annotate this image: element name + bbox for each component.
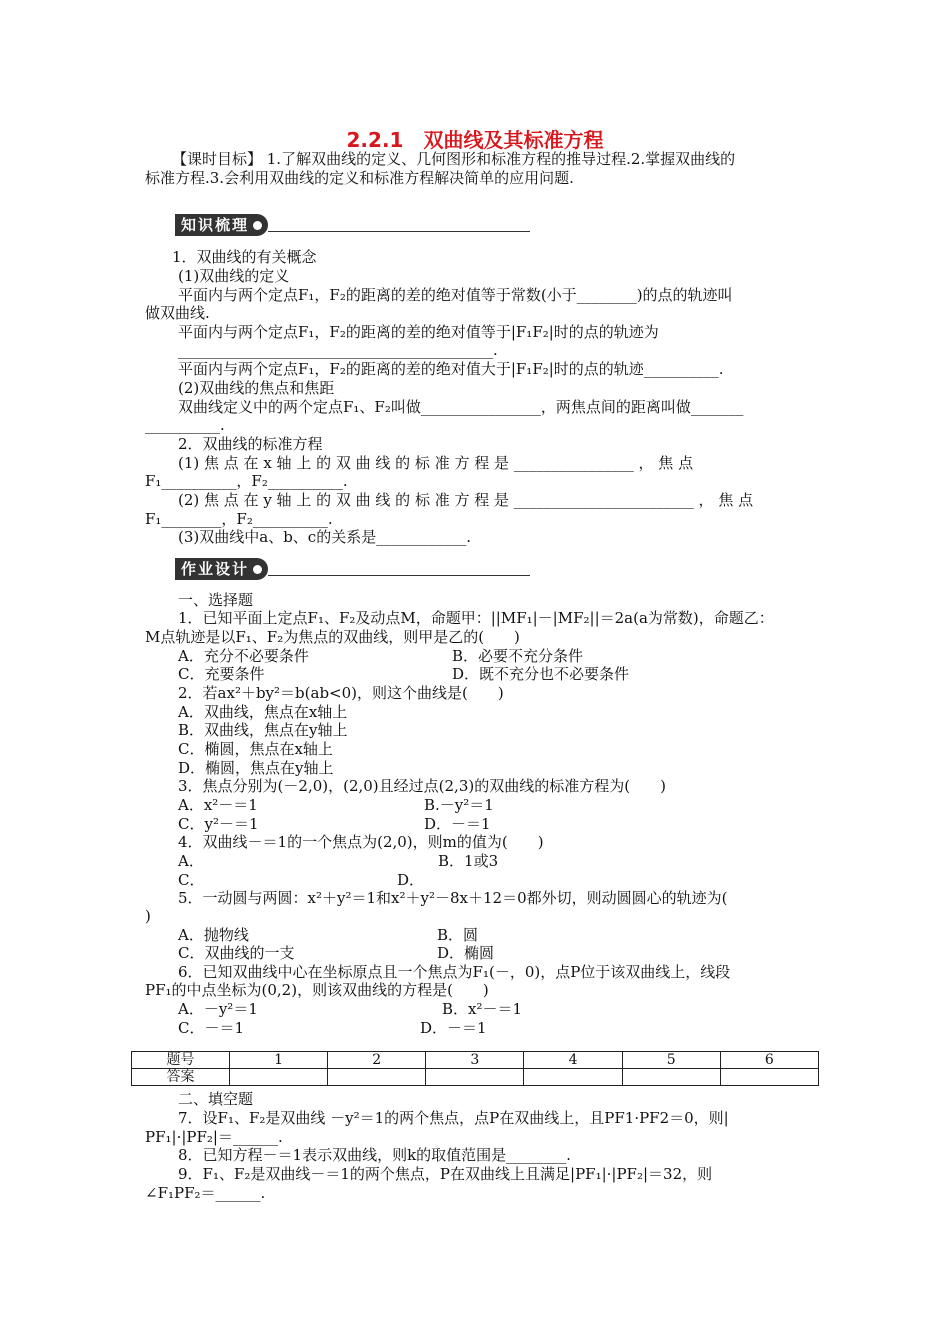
text-line: 做双曲线.: [145, 304, 210, 322]
objective-line: 标准方程.3.会利用双曲线的定义和标准方程解决简单的应用问题.: [145, 169, 574, 187]
answer-cell[interactable]: [622, 1069, 720, 1086]
page-title: 2.2.1 双曲线及其标准方程: [346, 128, 604, 152]
option-right: B．圆: [437, 926, 479, 944]
answer-cell[interactable]: [720, 1069, 818, 1086]
table-cell: 6: [720, 1052, 818, 1069]
question-9: 9．F₁、F₂是双曲线－＝1的两个焦点，P在双曲线上且满足|PF₁|·|PF₂|＝32，则: [178, 1165, 713, 1183]
table-cell: 答案: [132, 1069, 230, 1086]
question-2: 2．若ax²＋by²＝b(ab<0)，则这个曲线是( ): [178, 684, 504, 702]
answer-cell[interactable]: [230, 1069, 328, 1086]
option-left: A．抛物线: [178, 926, 249, 944]
option-left: C．y²－＝1: [178, 815, 259, 833]
section-header-knowledge: [175, 214, 530, 236]
question-8: 8．已知方程－＝1表示双曲线，则k的取值范围是________.: [178, 1146, 571, 1164]
text-line: (1)双曲线的定义: [178, 267, 290, 285]
table-cell: 3: [426, 1052, 524, 1069]
question-3: 3．焦点分别为(－2,0)，(2,0)且经过点(2,3)的双曲线的标准方程为( ): [178, 777, 666, 795]
text-line: (2)双曲线的焦点和焦距: [178, 379, 335, 397]
option-right: B．1或3: [438, 852, 499, 870]
text-line: __________.: [145, 416, 225, 434]
text-line: (2) 焦 点 在 y 轴 上 的 双 曲 线 的 标 准 方 程 是 ________________________ ， 焦 点: [178, 491, 754, 509]
text-line: 平面内与两个定点F₁，F₂的距离的差的绝对值等于常数(小于________)的点的轨迹叫: [178, 286, 733, 304]
question-6: 6．已知双曲线中心在坐标原点且一个焦点为F₁(－，0)，点P位于该双曲线上，线段: [178, 963, 731, 981]
option-left: C．－＝1: [178, 1019, 245, 1037]
option-left: C．充要条件: [178, 665, 265, 683]
question-7: 7．设F₁、F₂是双曲线 －y²＝1的两个焦点，点P在双曲线上，且PF1·PF2＝0，则|: [178, 1109, 729, 1127]
table-cell: 4: [524, 1052, 622, 1069]
option-right: D．: [397, 871, 425, 889]
text-line: 平面内与两个定点F₁，F₂的距离的差的绝对值等于|F₁F₂|时的点的轨迹为: [178, 323, 659, 341]
text-line: PF₁的中点坐标为(0,2)，则该双曲线的方程是( ): [145, 981, 489, 999]
answer-cell[interactable]: [524, 1069, 622, 1086]
table-cell: 题号: [132, 1052, 230, 1069]
section-label: 作业设计: [181, 560, 250, 578]
text-line: M点轨迹是以F₁、F₂为焦点的双曲线，则甲是乙的( ): [145, 628, 520, 646]
option-left: C．: [178, 871, 205, 889]
table-cell: 1: [230, 1052, 328, 1069]
table-row: [132, 1052, 819, 1069]
section-label: 知识梳理: [181, 216, 250, 234]
answer-cell[interactable]: [426, 1069, 524, 1086]
option-right: B．x²－＝1: [442, 1000, 523, 1018]
text-line: (3)双曲线中a、b、c的关系是____________.: [178, 528, 471, 546]
text-line: 2．双曲线的标准方程: [178, 435, 323, 453]
option-right: D．－＝1: [424, 815, 491, 833]
option: A．双曲线，焦点在x轴上: [178, 703, 348, 721]
option-right: D．－＝1: [420, 1019, 487, 1037]
dot-icon: [253, 221, 262, 230]
text-line: 1．双曲线的有关概念: [172, 248, 317, 266]
table-cell: 5: [622, 1052, 720, 1069]
text-line: 二、填空题: [178, 1090, 254, 1108]
text-line: (1) 焦 点 在 x 轴 上 的 双 曲 线 的 标 准 方 程 是 ________________ ， 焦 点: [178, 454, 694, 472]
question-5: 5．一动圆与两圆：x²＋y²＝1和x²＋y²－8x＋12＝0都外切，则动圆圆心的轨迹为(: [178, 889, 728, 907]
option-right: D．既不充分也不必要条件: [452, 665, 630, 683]
text-line: 双曲线定义中的两个定点F₁、F₂叫做________________，两焦点间的距离叫做_______: [178, 398, 744, 416]
dot-icon: [253, 565, 262, 574]
option-left: A．: [178, 852, 204, 870]
option-right: B.－y²＝1: [424, 796, 494, 814]
text-line: F₁__________，F₂__________.: [145, 472, 348, 490]
text-line: 一、选择题: [178, 591, 254, 609]
section-header-homework: [175, 558, 530, 580]
objective-line: 【课时目标】 1.了解双曲线的定义、几何图形和标准方程的推导过程.2.掌握双曲线的: [172, 150, 736, 168]
option: D．椭圆，焦点在y轴上: [178, 759, 334, 777]
table-row: [132, 1069, 819, 1086]
table-cell: 2: [328, 1052, 426, 1069]
text-line: F₁________，F₂__________.: [145, 510, 333, 528]
text-line: ∠F₁PF₂＝______.: [145, 1184, 266, 1202]
question-1: 1．已知平面上定点F₁、F₂及动点M，命题甲：||MF₁|－|MF₂||＝2a(a为常数)，命题乙：: [178, 609, 774, 627]
option-left: A．充分不必要条件: [178, 647, 309, 665]
answer-cell[interactable]: [328, 1069, 426, 1086]
option-right: B．必要不充分条件: [452, 647, 584, 665]
text-line: 平面内与两个定点F₁，F₂的距离的差的绝对值大于|F₁F₂|时的点的轨迹__________.: [178, 360, 724, 378]
text-line: __________________________________________.: [178, 341, 498, 359]
option: B．双曲线，焦点在y轴上: [178, 721, 348, 739]
text-line: PF₁|·|PF₂|＝______.: [145, 1128, 283, 1146]
section-rule: [268, 231, 530, 232]
option-left: C．双曲线的一支: [178, 944, 295, 962]
option-left: A．－y²＝1: [178, 1000, 258, 1018]
question-4: 4．双曲线－＝1的一个焦点为(2,0)，则m的值为( ): [178, 833, 544, 851]
option-left: A．x²－＝1: [178, 796, 258, 814]
section-rule: [268, 575, 530, 576]
answer-table: [131, 1051, 819, 1086]
option-right: D．椭圆: [437, 944, 495, 962]
option: C．椭圆，焦点在x轴上: [178, 740, 333, 758]
text-line: ): [145, 907, 151, 925]
